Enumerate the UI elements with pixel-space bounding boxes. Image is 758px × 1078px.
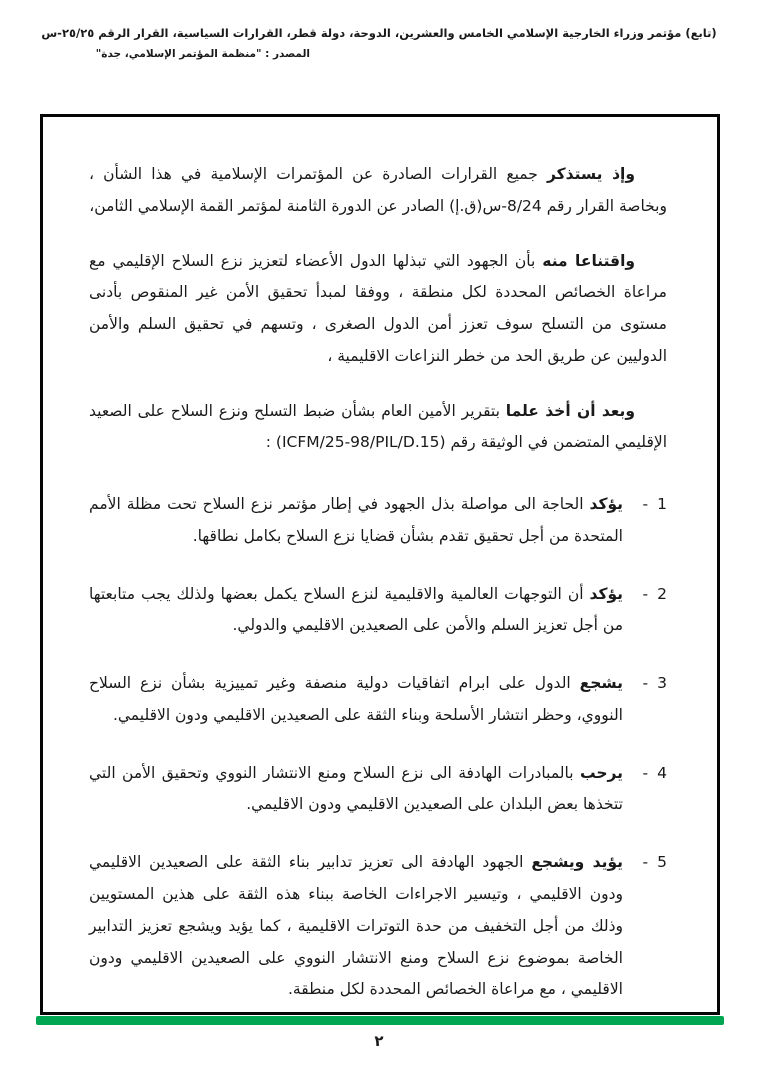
item-text: الدول على ابرام اتفاقيات دولية منصفة وغير تمييزية بشأن نزع السلاح النووي، وحظر انتشار الأسلحة وبناء الثقة على الصعيدين الاقليمي ودون الاقليمي. (89, 674, 623, 724)
list-item (89, 579, 667, 643)
page-number: ٢ (374, 1032, 384, 1050)
item-marker (623, 668, 667, 700)
item-dash: - (642, 763, 649, 782)
item-body (89, 668, 623, 732)
paragraph-text: جميع القرارات الصادرة عن المؤتمرات الإسلامية في هذا الشأن ، وبخاصة القرار رقم 8/24-س(ق.إ) الصادر عن الدورة الثامنة لمؤتمر القمة الإسلامي الثامن، (89, 165, 667, 215)
paragraph-lead: وإذ يستذكر (546, 165, 636, 183)
list-item (89, 758, 667, 822)
item-number: 2 (657, 584, 667, 603)
item-marker (623, 847, 667, 879)
item-marker (623, 579, 667, 611)
resolution-items (89, 489, 667, 1006)
header-source: المصدر : "منظمة المؤتمر الإسلامي، جدة" (95, 48, 310, 60)
item-lead: يرحب (579, 763, 623, 782)
item-body (89, 847, 623, 1006)
item-body (89, 489, 623, 553)
item-body (89, 758, 623, 822)
item-text: الحاجة الى مواصلة بذل الجهود في إطار مؤتمر نزع السلاح تحت مظلة الأمم المتحدة من أجل تحقيق تقدم بشأن قضايا نزع السلاح بكامل نطاقها. (89, 495, 623, 545)
content-border-box (40, 114, 720, 1015)
item-text: الجهود الهادفة الى تعزيز تدابير بناء الثقة على الصعيدين الاقليمي ودون الاقليمي ، وتيسير الاجراءات الخاصة ببناء هذه الثقة على هذين المستويين وذلك من أجل التخفيف من حدة التوترات الاقليمية ، كما يؤيد ويشجع تعزيز التدابير الخاصة بموضوع نزع السلاح ومنع الانتشار النووي على الصعيدين الاقليمي ودون الاقليمي ، مع مراعاة الخصائص المحددة لكل منطقة. (89, 853, 623, 999)
item-dash: - (642, 495, 649, 514)
paragraph-text: بأن الجهود التي تبذلها الدول الأعضاء لتعزيز نزع السلاح الإقليمي مع مراعاة الخصائص المحددة لكل منطقة ، ووفقا لمبدأ تحقيق الأمن غير المنقوص بأدنى مستوى من التسلح سوف تعزز أمن الدول الصغرى ، وتسهم في تحقيق السلم والأمن الدوليين عن طريق الحد من خطر النزاعات الاقليمية ، (89, 251, 667, 365)
paragraph-text: بتقرير الأمين العام بشأن ضبط التسلح ونزع السلاح على الصعيد الإقليمي المتضمن في الوثيقة رقم (ICFM/25-98/PIL/D.15) : (89, 401, 667, 452)
item-marker (623, 489, 667, 521)
item-dash: - (642, 674, 649, 693)
item-number: 5 (657, 853, 667, 872)
item-lead: يؤكد (589, 495, 623, 514)
item-number: 3 (657, 674, 667, 693)
item-body (89, 579, 623, 643)
green-scan-bar (36, 1016, 724, 1025)
item-dash: - (642, 584, 649, 603)
list-item (89, 489, 667, 553)
page-header (40, 26, 718, 60)
paragraph-lead: وبعد أن أخذ علما (505, 401, 635, 420)
item-number: 4 (657, 763, 667, 782)
preamble-paragraph (89, 159, 667, 223)
item-dash: - (642, 853, 649, 872)
list-item (89, 668, 667, 732)
item-lead: يؤيد ويشجع (531, 853, 623, 872)
item-lead: يؤكد (589, 584, 623, 603)
item-text: أن التوجهات العالمية والاقليمية لنزع السلاح يكمل بعضها ولذلك يجب متابعتها من أجل تعزيز السلم والأمن على الصعيدين الاقليمي والدولي. (89, 584, 623, 635)
item-lead: يشجع (579, 674, 623, 693)
item-number: 1 (657, 495, 667, 514)
paragraph-lead: واقتناعا منه (542, 251, 636, 270)
header-citation: (تابع) مؤتمر وزراء الخارجية الإسلامي الخامس والعشرين، الدوحة، دولة قطر، القرارات السياسية، القرار الرقم ٢٥/٢٥-س (41, 26, 717, 40)
item-marker (623, 758, 667, 790)
preamble-paragraph (89, 246, 667, 373)
list-item (89, 847, 667, 1006)
item-text: بالمبادرات الهادفة الى نزع السلاح ومنع الانتشار النووي وتحقيق الأمن التي تتخذها بعض البلدان على الصعيدين الاقليمي ودون الاقليمي. (89, 763, 623, 814)
preamble-paragraph (89, 396, 667, 460)
